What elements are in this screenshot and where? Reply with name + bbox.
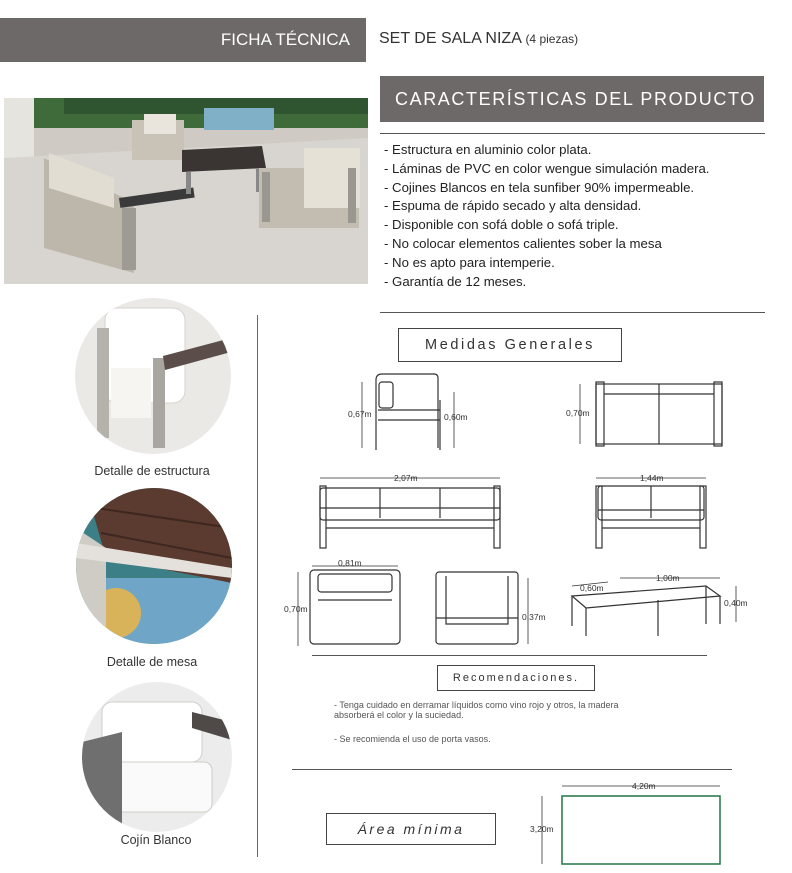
cushion-detail-caption: Cojín Blanco — [120, 833, 192, 847]
dim-side-total: 0,67m — [348, 409, 372, 419]
structure-detail-caption: Detalle de estructura — [94, 464, 210, 478]
ficha-tecnica-title: FICHA TÉCNICA — [220, 30, 350, 49]
dim-table-height: 0,40m — [724, 598, 748, 608]
dim-double-width: 1,44m — [640, 473, 664, 483]
characteristics-bottom-rule — [380, 312, 765, 313]
product-photo — [4, 98, 368, 284]
dim-chair-front-height: 0,37m — [522, 612, 546, 622]
measures-title-box: Medidas Generales — [398, 328, 622, 362]
cushion-detail-image — [82, 682, 232, 832]
measures-drawings — [258, 360, 792, 660]
dim-chair-height: 0,70m — [284, 604, 308, 614]
structure-detail-image — [75, 298, 231, 454]
dim-table-depth: 0,60m — [580, 583, 604, 593]
recommendations-bottom-rule — [292, 769, 732, 770]
feature-item: - No es apto para intemperie. — [384, 254, 555, 270]
feature-item: - Estructura en aluminio color plata. — [384, 142, 592, 157]
recommendation-2: - Se recomienda el uso de porta vasos. — [334, 734, 491, 744]
min-area-width: 4,20m — [632, 781, 656, 791]
feature-item: - Disponible con sofá doble o sofá triple. — [384, 217, 619, 233]
product-title — [379, 30, 578, 48]
table-detail-caption: Detalle de mesa — [106, 655, 198, 669]
dim-chair-width: 0,81m — [338, 558, 362, 568]
dim-front-double: 0,70m — [566, 408, 590, 418]
min-area-title-box: Área mínima — [326, 813, 496, 845]
table-detail-image — [76, 488, 232, 644]
dim-table-width: 1,00m — [656, 573, 680, 583]
min-area-height: 3,20m — [530, 824, 554, 834]
dim-side-seat: 0,60m — [444, 412, 468, 422]
min-area-drawing — [528, 778, 728, 870]
feature-item: - Cojines Blancos en tela sunfiber 90% impermeable. — [384, 179, 695, 195]
recommendation-1a: - Tenga cuidado en derramar líquidos como vino rojo y otros, la madera — [334, 700, 619, 710]
feature-item: - Espuma de rápido secado y alta densidad. — [384, 198, 642, 214]
dim-triple-width: 2,07m — [394, 473, 418, 483]
feature-item: - Láminas de PVC en color wengue simulación madera. — [384, 160, 710, 176]
characteristics-title: CARACTERÍSTICAS DEL PRODUCTO — [395, 89, 756, 109]
measures-bottom-rule — [312, 655, 707, 656]
features-list — [384, 141, 769, 291]
recommendations-title-box: Recomendaciones. — [437, 665, 595, 691]
feature-item: - Garantía de 12 meses. — [384, 273, 527, 289]
recommendation-1 — [334, 700, 684, 720]
min-area-rect — [562, 796, 720, 864]
product-name: SET DE SALA NIZA — [379, 30, 521, 47]
characteristics-top-rule — [380, 133, 765, 134]
feature-item: - No colocar elementos calientes sober la mesa — [384, 235, 662, 251]
recommendation-1b: absorberá el color y la suciedad. — [334, 710, 464, 720]
product-pieces: (4 piezas) — [525, 32, 579, 46]
